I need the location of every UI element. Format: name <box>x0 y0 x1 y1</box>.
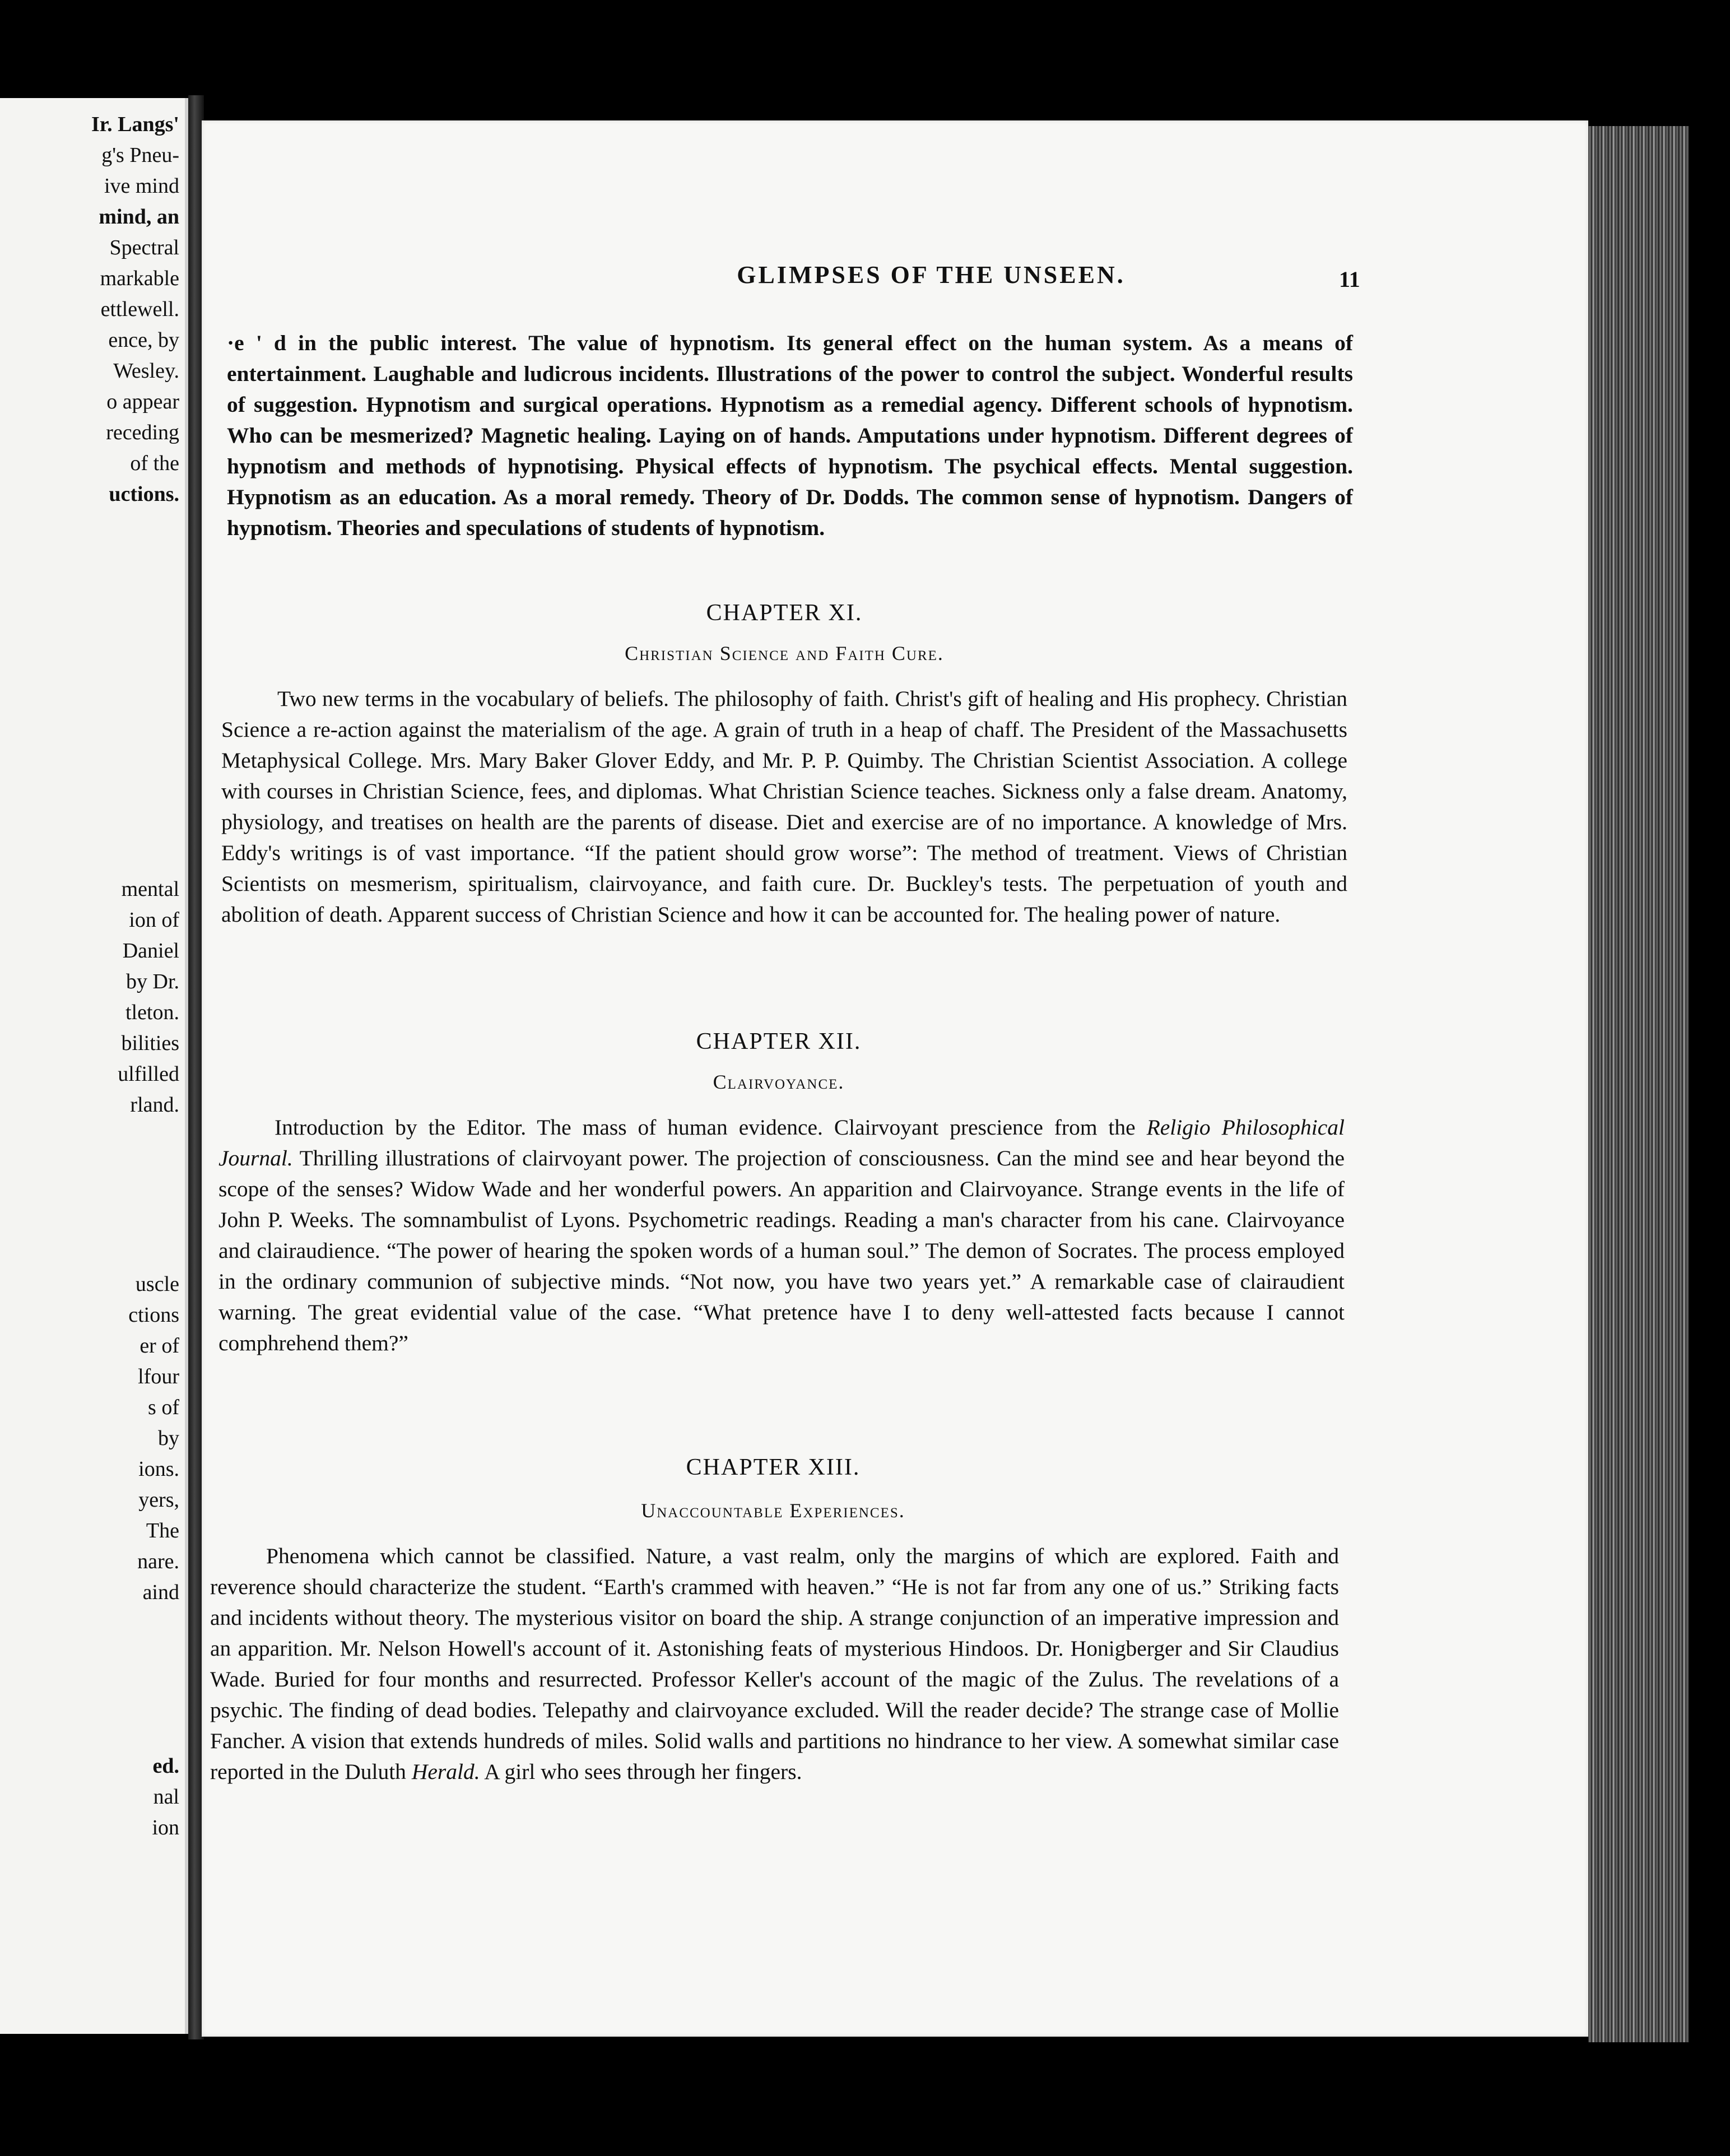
previous-page-line: receding <box>106 421 179 444</box>
page-number: 11 <box>1339 267 1360 292</box>
chapter-xi-subtitle: Christian Science and Faith Cure. <box>625 642 944 665</box>
previous-page-line: by <box>158 1427 179 1450</box>
previous-page-line: The <box>146 1519 179 1542</box>
newspaper-title: Herald. <box>411 1759 480 1784</box>
chapter-xiii-summary-part2: A girl who sees through her fingers. <box>480 1759 802 1784</box>
chapter-xiii-subtitle: Unaccountable Experiences. <box>641 1499 905 1522</box>
chapter-xii-summary <box>218 1112 1345 1359</box>
previous-page-line: rland. <box>130 1093 179 1117</box>
chapter-xiii-summary-part1: Phenomena which cannot be classified. Nature, a vast realm, only the margins of which are explored. Faith and reverence should characterize the student. “Earth's crammed with heaven.” “He is not far from any one of us.” Striking facts and incidents without theory. The mysterious visitor on board the ship. A strange conjunction of an imperative impression and an apparition. Mr. Nelson Howell's account of it. Astonishing feats of mysterious Hindoos. Dr. Honigberger and Sir Claudius Wade. Buried for four months and resurrected. Professor Keller's account of the magic of the Zulus. The revelations of a psychic. The finding of dead bodies. Telepathy and clairvoyance excluded. Will the reader decide? The strange case of Mollie Fancher. A vision that extends hundreds of miles. Solid walls and partitions no hindrance to her view. A somewhat similar case reported in the Duluth <box>210 1544 1339 1784</box>
previous-page-line: bilities <box>121 1031 179 1055</box>
previous-page-line: aind <box>142 1581 179 1604</box>
page-content <box>202 120 1588 2037</box>
previous-page-line: ion <box>152 1816 179 1839</box>
previous-page-line: Ir. Langs' <box>91 113 179 136</box>
chapter-xiii-title: CHAPTER XIII. <box>686 1455 861 1480</box>
previous-page-line: ence, by <box>108 328 179 352</box>
previous-page-line: Spectral <box>109 236 179 259</box>
previous-page-line: ive mind <box>104 174 179 198</box>
previous-page-fragment <box>0 98 188 2034</box>
page-edges <box>1588 126 1689 2042</box>
previous-page-line: ctions <box>128 1303 179 1327</box>
previous-page-line: ettlewell. <box>100 298 179 321</box>
previous-page-line: Wesley. <box>113 359 179 383</box>
chapter-xii-title: CHAPTER XII. <box>696 1029 862 1054</box>
previous-page-line: er of <box>139 1334 179 1358</box>
chapter-xiii-summary <box>210 1541 1339 1787</box>
previous-page-line: yers, <box>138 1488 179 1512</box>
previous-page-line: g's Pneu- <box>101 143 179 167</box>
previous-page-line: lfour <box>138 1365 179 1388</box>
chapter-xi-summary: Two new terms in the vocabulary of beliefs. The philosophy of faith. Christ's gift of healing and His prophecy. Christian Science a re-action against the materialism of the age. A grain of truth in a heap of chaff. The President of the Massachusetts Metaphysical College. Mrs. Mary Baker Glover Eddy, and Mr. P. P. Quimby. The Christian Scientist Association. A college with courses in Christian Science, fees, and diplomas. What Christian Science teaches. Sickness only a false dream. Anatomy, physiology, and treatises on health are the parents of disease. Diet and exercise are of no importance. A knowledge of Mrs. Eddy's writings is of vast importance. “If the patient should grow worse”: The method of treatment. Views of Christian Scientists on mesmerism, spiritualism, clairvoyance, and faith cure. Dr. Buckley's tests. The perpetuation of youth and abolition of death. Apparent success of Christian Science and how it can be accounted for. The healing power of nature. <box>221 686 1347 927</box>
previous-page-line: ions. <box>138 1457 179 1481</box>
previous-page-line: tleton. <box>125 1001 179 1024</box>
previous-page-line: s of <box>148 1396 179 1419</box>
running-head: GLIMPSES OF THE UNSEEN. <box>737 261 1126 289</box>
chapter-xii-summary-part2: Thrilling illustrations of clairvoyant power. The projection of consciousness. Can the mind see and hear beyond the scope of the senses? Widow Wade and her wonderful powers. An apparition and Clairvoyance. Strange events in the life of John P. Weeks. The somnambulist of Lyons. Psychometric readings. Reading a man's character from his cane. Clairvoyance and clairaudience. “The power of hearing the spoken words of a human soul.” The demon of Socrates. The process employed in the ordinary communion of subjective minds. “Not now, you have two years yet.” A remarkable case of clairaudient warning. The great evidential value of the case. “What pretence have I to deny well-attested facts because I cannot comphrehend them?” <box>218 1146 1345 1355</box>
chapter-x-continuation: ·e ' d in the public interest. The value of hypnotism. Its general effect on the human system. As a means of entertainment. Laughable and ludicrous incidents. Illustrations of the power to control the subject. Wonderful results of suggestion. Hypnotism and surgical operations. Hypnotism as a remedial agency. Different schools of hypnotism. Who can be mesmerized? Magnetic healing. Laying on of hands. Amputations under hypnotism. Different degrees of hypnotism and methods of hypnotising. Physical effects of hypnotism. The psychical effects. Mental suggestion. Hypnotism as an education. As a moral remedy. Theory of Dr. Dodds. The common sense of hypnotism. Dangers of hypnotism. Theories and speculations of students of hypnotism. <box>227 331 1353 540</box>
previous-page-line: o appear <box>106 390 179 413</box>
previous-page-line: Daniel <box>122 939 179 963</box>
previous-page-line: mental <box>121 877 179 901</box>
previous-page-line: ion of <box>129 908 179 932</box>
previous-page-line: by Dr. <box>126 970 179 993</box>
previous-page-line: uctions. <box>109 482 179 506</box>
previous-page-line: nare. <box>137 1550 179 1573</box>
previous-page-line: uscle <box>135 1272 179 1296</box>
chapter-xii-subtitle: Clairvoyance. <box>713 1071 845 1093</box>
previous-page-line: nal <box>153 1785 179 1809</box>
chapter-xi-title: CHAPTER XI. <box>706 600 863 626</box>
previous-page-line: ed. <box>152 1754 179 1778</box>
chapter-xii-summary-part1: Introduction by the Editor. The mass of human evidence. Clairvoyant prescience from the <box>275 1115 1147 1140</box>
previous-page-line: markable <box>100 267 179 290</box>
journal-title: Religio Philosophical Journal. <box>218 1115 1345 1170</box>
previous-page-line: mind, an <box>99 205 179 229</box>
previous-page-line: of the <box>130 452 179 475</box>
previous-page-line: ulfilled <box>118 1062 179 1086</box>
